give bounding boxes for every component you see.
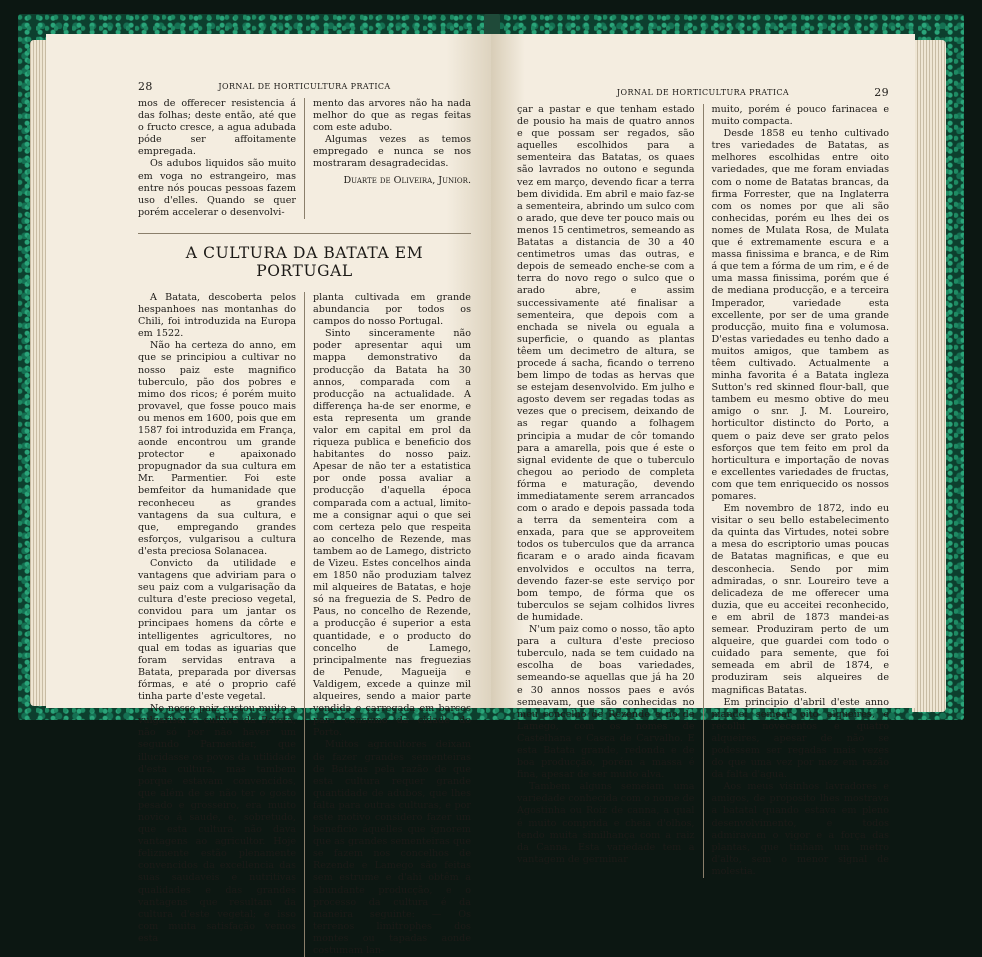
author-signature: Duarte de Oliveira, Junior. [343, 174, 471, 186]
left-article-columns [138, 292, 471, 957]
paragraph: Tambem alguns semeiam uma variedade conhecida com o nome de Agostinha ou Roiz de canna, a qual é muito comprida e cheia d'olhos, tendo muita similhança com a raiz da Canna. Esta variedade tem a vantagem de germinar [517, 781, 695, 865]
left-article-col2 [313, 292, 471, 957]
paragraph: planta cultivada em grande abundancia por todos os campos do nosso Portugal. [313, 291, 471, 328]
paragraph: A Batata, descoberta pelos hespanhoes nas montanhas do Chili, foi introduzida na Europa em 1522. [138, 291, 296, 340]
column-rule [304, 98, 305, 219]
paragraph: Não ha certeza do anno, em que se principiou a cultivar no nosso paiz este magnifico tuberculo, pão dos pobres e mimo dos ricos; é porém muito provavel, que fosse pouco mais ou menos em 1600, pois que em 1587 foi introduzida em França, aonde encontrou um grande protector e apaixonado propugnador da sua cultura em Mr. Parmentier. Foi este bemfeitor da humanidade que reconheceu as grandes vantagens da sua cultura, e que, empregando grandes esforços, vulgarisou a cultura d'esta preciosa Solanacea. [138, 340, 296, 557]
paragraph: mos de offerecer resistencia á das folhas; deste então, até que o fructo cresce, a agua adubada póde ser affoitamente empregada. [138, 98, 296, 158]
paragraph: Muitos agricultores deixam de fazer grandes sementeiras de Batatas pela razão de que esta cultura requer grande quantidade de adubos, que lhes falta para outras culturas, e por este motivo considero fazer um beneficio áquelles que ignorem que as grandes sementeiras que se fazem nos concelhos de Rezende e Lamego são feitas sem estrume e d'ahi obtêm a abundante producção, e o processo da cultura é da maneira seguinte: — Os terrenos limitrophes dos montes ou tapadas aonde costumam lan- [313, 739, 471, 956]
right-running-header [517, 88, 889, 104]
right-col1 [517, 104, 695, 878]
paragraph: çar a pastar e que tenham estado de pousio ha mais de quatro annos e que possam ser regados, são aquelles escolhidos para a sementeira das Batatas, os quaes são lavrados no outono e segunda vez em março, devendo ficar a terra bem dividida. Em abril e maio faz-se a sementeira, abrindo um sulco com o arado, que deve ter pouco mais ou menos 15 centimetros, semeando as Batatas a distancia de 30 a 40 centimetros umas das outras, e depois de semeado enche-se com a terra do novo rego o sulco que o arado abre, e assim successivamente até finalisar a sementeira, que depois com a enchada se nivela ou eguala a superficie, o quando as plantas têem um decimetro de altura, se procede á sacha, ficando o terreno bem limpo de todas as hervas que se estejam desenvolvido. Em julho e agosto devem ser regadas todas as vezes que o precisem, deixando de as regar quando a folhagem principia a mudar de côr tomando para a amarella, pois que é este o signal evidente de que o tuberculo chegou ao periodo de completa fórma e maturação, devendo immediatamente serem arrancados com o arado e depois passada toda a terra da sementeira com a enxada, para que se approveitem todos os tuberculos que da arranca ficaram e o arado ainda ficavam envolvidos e occultos na terra, devendo fazer-se este serviço por bom tempo, de fórma que os tuberculos se sejam colhidos livres de humidade. [517, 104, 695, 623]
left-top-columns [138, 98, 471, 219]
left-header-title: JORNAL DE HORTICULTURA PRATICA [218, 82, 391, 91]
left-top-col1 [138, 98, 296, 219]
left-running-header [138, 82, 471, 98]
paragraph: Em principio d'abril d'este anno mandei semear oito alqueires, e recolhi novecentos e quatro alqueires, apesar de não se podessem ser regadas mais vezes do que uma vez por mez em razão da falta d'agua. [711, 696, 889, 781]
right-columns [517, 104, 889, 878]
right-page-number: 29 [874, 86, 889, 99]
paragraph: muito, porém é pouco farinacea e muito compacta. [711, 104, 889, 128]
column-rule [703, 104, 704, 878]
left-top-col2 [313, 98, 471, 219]
paragraph: Desde 1858 eu tenho cultivado tres variedades de Batatas, as melhores escolhidas entre oito variedades, que me foram enviadas com o nome de Batatas brancas, da firma Forrester, que na Inglaterra com os nomes por que ali são conhecidas, porém eu lhes dei os nomes de Mulata Rosa, de Mulata que é extremamente escura e a massa finissima e branca, e de Rim á que tem a fórma de um rim, e é de uma massa finissima, porém que é de mediana producção, e a terceira Imperador, variedade esta excellente, por ser de uma grande producção, muito fina e volumosa. D'estas variedades eu tenho dado a muitos amigos, que tambem as têem cultivado. Actualmente a minha favorita é a Batata ingleza Sutton's red skinned flour-ball, que tambem eu mesmo obtive do meu amigo o snr. J. M. Loureiro, horticultor distincto do Porto, a quem o paiz deve ser grato pelos esforços que tem feito em prol da horticultura e importação de novas e excellentes variedades de fructas, com que tem enriquecido os nossos pomares. [711, 128, 889, 502]
left-page-number: 28 [138, 80, 153, 93]
paragraph: Sinto sinceramente não poder apresentar aqui um mappa demonstrativo da producção da Batata ha 30 annos, comparada com a producção na actualidade. A differença ha-de ser enorme, e esta representa um grande valor em capital em prol da riqueza publica e beneficio dos habitantes do nosso paiz. Apesar de não ter a estatistica por onde possa avaliar a producção d'aquella época comparada com a actual, limito-me a consignar aqui o que sei com certeza pelo que respeita ao concelho de Rezende, mas tambem ao de Lamego, districto de Vizeu. Estes concelhos ainda em 1850 não produziam talvez mil alqueires de Batatas, e hoje só na freguezia de S. Pedro de Paus, no concelho de Rezende, a producção é superior a esta quantidade, e o producto do concelho de Lamego, principalmente nas freguezias de Penude, Magueija e Valdigem, excede a quinze mil alqueires, sendo a maior parte vendida e carregada em barcos para consumo da cidade do Porto. [313, 328, 471, 739]
paragraph: Convicto da utilidade e vantagens que adviriam para o seu paiz com a vulgarisação da cultura d'este precioso vegetal, convidou para um jantar os principaes homens da côrte e intelligentes agricultores, no qual em todas as iguarias que foram servidas entrava a Batata, preparada por diversas fórmas, e até o proprio café tinha parte d'este vegetal. [138, 558, 296, 703]
paragraph: Aos meus visinhos lavradores e amigos, de proposito lhes mostrava a batatal quando estava em pleno desenvolvimento, e todos admiravam o vigor e a força das plantas, que tinham um metro d'alto, sem o menor signal de molestia. [711, 781, 889, 877]
paragraph: mento das arvores não ha nada melhor do que as regas feitas com este adubo. [313, 98, 471, 134]
paragraph: Algumas vezes as temos empregado e nunca se nos mostraram desagradecidas. [313, 134, 471, 170]
right-page-edges [912, 40, 946, 712]
article-title: A CULTURA DA BATATA EM PORTUGAL [138, 233, 471, 280]
left-article-col1 [138, 292, 296, 957]
right-page [491, 34, 915, 877]
paragraph: Os adubos liquidos são muito em voga no estrangeiro, mas entre nós poucas pessoas fazem uso d'elles. Quando se quer porém accelerar o desenvolvi- [138, 158, 296, 218]
right-col2 [712, 104, 890, 878]
right-header-title: JORNAL DE HORTICULTURA PRATICA [616, 88, 790, 97]
paragraph: N'um paiz como o nosso, tão apto para a cultura d'este precioso tuberculo, nada se tem cuidado na escolha de boas variedades, semeando-se aquellas que já ha 20 e 30 annos nossos paes e avós semeavam, que são conhecidas no meu concelho de Rezende e no de Lamego, com os nomes de Castelhana e Casca de Carvalho. E esta Batata grande, redonda e de boa producção, porém a massa é fina, apesar de ser muito alva. [517, 624, 695, 781]
column-rule [304, 292, 305, 957]
left-page [46, 34, 491, 956]
paragraph: Em novembro de 1872, indo eu visitar o seu bello estabelecimento da quinta das Virtudes, notei sobre a mesa do escriptorio umas poucas de Batatas magnificas, e que eu desconhecia. Sendo por mim admiradas, o snr. Loureiro teve a delicadeza de me offerecer uma duzia, que eu acceitei reconhecido, e em abril de 1873 mandei-as semear. Produziram perto de um alqueire, que guardei com todo o cuidado para semente, que foi semeada em abril de 1874, e produziram seis alqueires de magnificas Batatas. [711, 503, 889, 696]
paragraph: No nosso paiz custou muito a vulgarisar a cultura da Batata, não só por não haver um segundo Parmentier, que illucidasse os povos da utilidade d'esta cultura, mas tambem porque estavam convencidos, que além de se não ter o gosto pesado e grosseiro, era muito novico á saude, e, sobretudo, que esta cultura não dava vantagens ao agricultor. Hoje felizmente estão plenamente convencidos da excellencia das suas saudaveis e nutritivas qualidades e das grandes vantagens que resultam da cultura d'este vegetal; e isso com muita satisfação vemos esta [138, 703, 296, 944]
